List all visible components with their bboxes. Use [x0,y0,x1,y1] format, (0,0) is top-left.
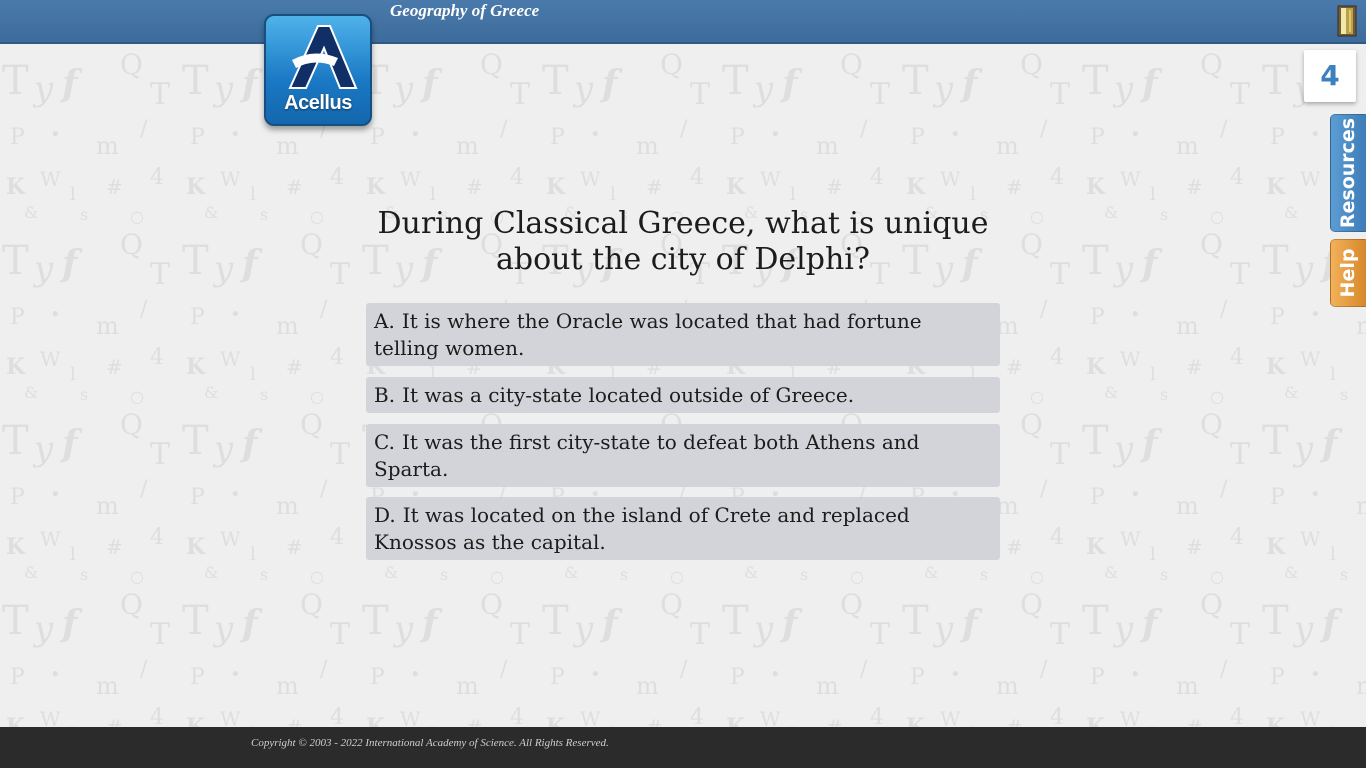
course-title: Geography of Greece [390,1,540,20]
logo-text: Acellus [284,92,352,114]
answer-option-c[interactable] [366,424,1000,487]
answer-letter: D. [374,503,396,527]
copyright-text: Copyright © 2003 - 2022 International Academy of Science. All Rights Reserved. [251,737,609,749]
resources-tab[interactable] [1330,114,1366,232]
acellus-logo [264,14,372,126]
page-counter: 4 [1304,50,1356,102]
help-tab[interactable] [1330,239,1366,307]
answer-text: It was located on the island of Crete and replaced Knossos as the capital. [374,503,910,554]
answer-option-d[interactable] [366,497,1000,560]
question-text: During Classical Greece, what is unique about the city of Delphi? [377,206,989,277]
answer-letter: A. [374,309,395,333]
answer-letter: B. [374,383,396,407]
answer-option-a[interactable] [366,303,1000,366]
answer-text: It was the first city-state to defeat both Athens and Sparta. [374,430,920,481]
answer-text: It was a city-state located outside of Greece. [402,383,855,407]
footer [0,727,1366,768]
top-bar [0,0,1366,44]
answer-option-b[interactable] [366,377,1000,413]
help-tab-label: Help [1337,248,1359,298]
exit-door-icon[interactable] [1334,4,1360,38]
answer-text: It is where the Oracle was located that had fortune telling women. [374,309,922,360]
resources-tab-label: Resources [1337,117,1359,229]
answer-letter: C. [374,430,395,454]
acellus-a-icon [264,18,372,98]
